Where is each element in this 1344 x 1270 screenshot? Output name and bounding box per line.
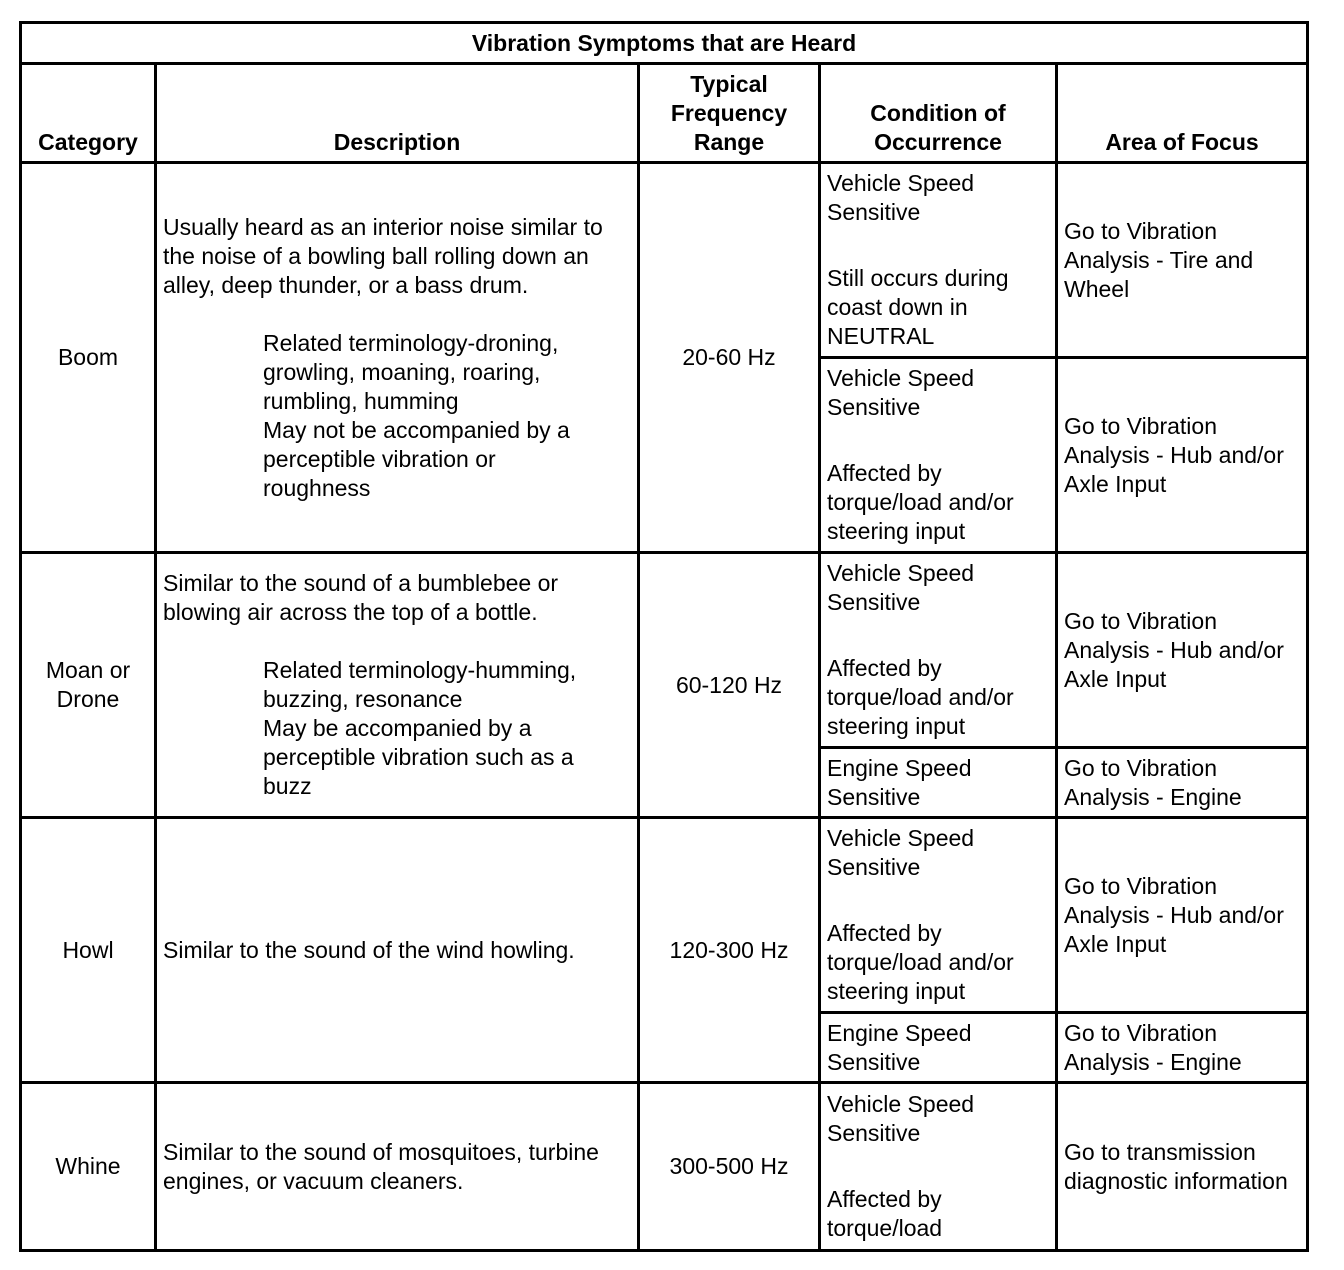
table-row [21, 1083, 1308, 1251]
category-cell: Whine [21, 1083, 156, 1251]
condition-cell: Vehicle Speed Sensitive Affected by torque/load and/or steering input [820, 553, 1057, 748]
frequency-cell: 120-300 Hz [639, 818, 820, 1083]
focus-cell: Go to Vibration Analysis - Hub and/or Axle Input [1057, 553, 1308, 748]
focus-cell: Go to Vibration Analysis - Hub and/or Axle Input [1057, 818, 1308, 1013]
category-cell: Howl [21, 818, 156, 1083]
description-cell: Similar to the sound of a bumblebee or blowing air across the top of a bottle. Related terminology-humming, buzzing, resonance May be accompanied by a perceptible vibration such as a buzz [156, 553, 639, 818]
condition-cell: Vehicle Speed Sensitive Affected by torque/load and/or steering input [820, 818, 1057, 1013]
focus-cell: Go to Vibration Analysis - Tire and Wheel [1057, 163, 1308, 358]
category-cell: Boom [21, 163, 156, 553]
condition-cell: Vehicle Speed Sensitive Affected by torque/load and/or steering input [820, 358, 1057, 553]
description-cell: Similar to the sound of mosquitoes, turbine engines, or vacuum cleaners. [156, 1083, 639, 1251]
condition-cell: Vehicle Speed Sensitive Still occurs during coast down in NEUTRAL [820, 163, 1057, 358]
focus-cell: Go to Vibration Analysis - Hub and/or Axle Input [1057, 358, 1308, 553]
frequency-cell: 20-60 Hz [639, 163, 820, 553]
condition-cell: Engine Speed Sensitive [820, 1013, 1057, 1083]
category-cell: Moan or Drone [21, 553, 156, 818]
condition-cell: Engine Speed Sensitive [820, 748, 1057, 818]
header-condition: Condition of Occurrence [820, 64, 1057, 163]
table-row [21, 553, 1308, 748]
table-row [21, 818, 1308, 1013]
description-cell: Usually heard as an interior noise similar to the noise of a bowling ball rolling down an alley, deep thunder, or a bass drum. Related terminology-droning, growling, moaning, roaring, rumbling, humming May not be accompanied by a perceptible vibration or roughness [156, 163, 639, 553]
focus-cell: Go to Vibration Analysis - Engine [1057, 748, 1308, 818]
header-focus: Area of Focus [1057, 64, 1308, 163]
focus-cell: Go to Vibration Analysis - Engine [1057, 1013, 1308, 1083]
frequency-cell: 60-120 Hz [639, 553, 820, 818]
header-frequency: Typical Frequency Range [639, 64, 820, 163]
header-description: Description [156, 64, 639, 163]
frequency-cell: 300-500 Hz [639, 1083, 820, 1251]
focus-cell: Go to transmission diagnostic information [1057, 1083, 1308, 1251]
vibration-symptoms-table [19, 21, 1309, 1252]
table-title: Vibration Symptoms that are Heard [21, 23, 1308, 64]
condition-cell: Vehicle Speed Sensitive Affected by torque/load [820, 1083, 1057, 1251]
header-category: Category [21, 64, 156, 163]
table-row [21, 163, 1308, 358]
description-cell: Similar to the sound of the wind howling. [156, 818, 639, 1083]
